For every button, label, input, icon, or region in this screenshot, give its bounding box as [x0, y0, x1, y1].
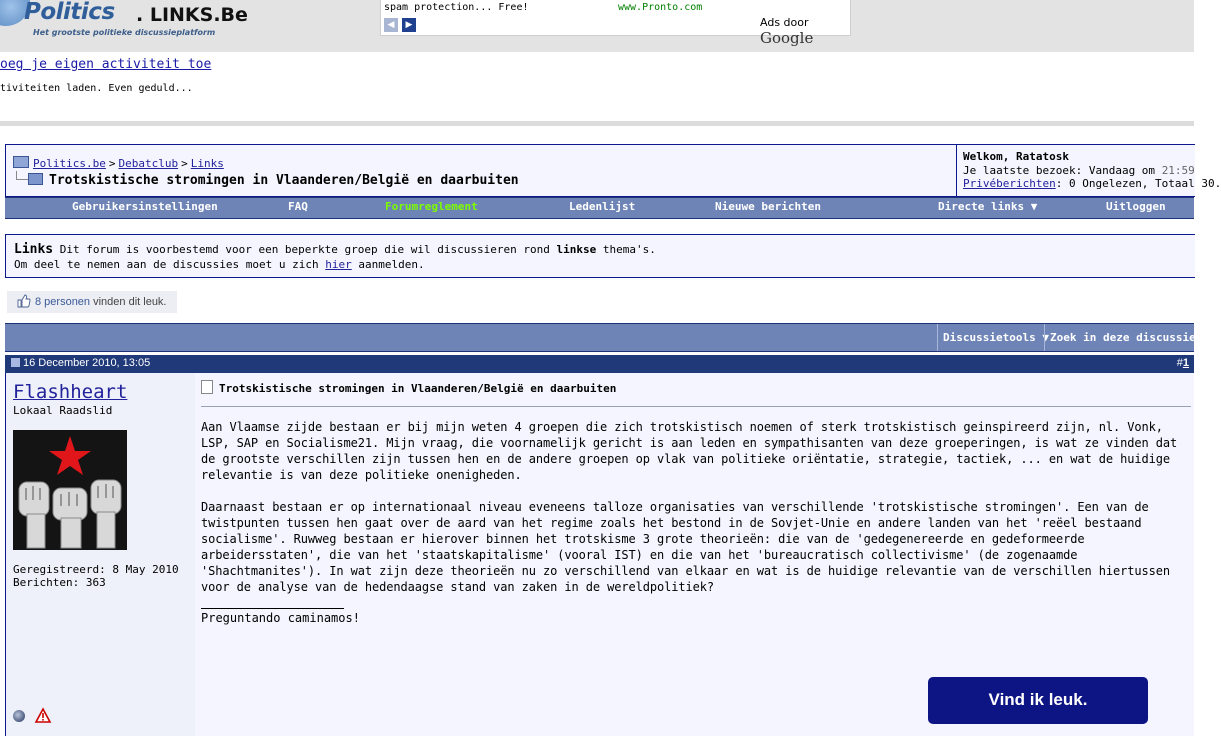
post-number-link[interactable]: 1	[1182, 357, 1189, 369]
forum-description-bold: linkse	[556, 243, 597, 256]
ad-url[interactable]: www.Pronto.com	[618, 2, 703, 13]
like-count-suffix: vinden dit leuk.	[93, 296, 167, 308]
ads-by-google[interactable]	[760, 16, 850, 47]
thread-tools-label: Discussietools	[943, 331, 1036, 344]
post-message	[201, 419, 1186, 611]
logo-tagline: Het grootste politieke discussieplatform	[33, 28, 216, 37]
ad-text[interactable]: spam protection... Free!	[384, 2, 529, 13]
menu-logout[interactable]: Uitloggen	[1106, 200, 1166, 213]
tree-connector-icon	[16, 171, 28, 180]
like-button[interactable]: Vind ik leuk.	[928, 677, 1148, 724]
post-title-divider	[201, 406, 1191, 407]
author-title: Lokaal Raadslid	[13, 404, 113, 417]
welcome-box	[956, 144, 1221, 197]
add-activity-link[interactable]: oeg je eigen activiteit toe	[0, 57, 212, 72]
post-author-column	[5, 373, 196, 736]
private-messages	[963, 177, 1221, 190]
forum-description-box	[5, 234, 1195, 278]
post-title	[201, 380, 616, 395]
author-registered: Geregistreerd: 8 May 2010	[13, 563, 179, 576]
post-number	[1177, 357, 1189, 369]
top-banner	[0, 0, 1194, 52]
menu-user-settings[interactable]: Gebruikersinstellingen	[72, 200, 218, 213]
menu-forum-rules[interactable]: Forumreglement	[385, 200, 478, 213]
ad-banner[interactable]	[380, 0, 851, 47]
private-messages-link[interactable]: Privéberichten	[963, 177, 1056, 190]
activity-loading-text: tiviteiten laden. Even geduld...	[0, 83, 193, 94]
breadcrumb-box	[5, 144, 957, 197]
chevron-down-icon: ▼	[1042, 331, 1049, 344]
google-wordmark: Google	[760, 29, 814, 47]
forum-description-text: Dit forum is voorbestemd voor een beperkte groep die wil discussieren rond	[59, 243, 550, 256]
forum-name: Links	[14, 242, 54, 257]
breadcrumb-separator: >	[181, 157, 188, 170]
post-paragraph: Aan Vlaamse zijde bestaan er bij mijn weten 4 groepen die zich trotskistisch noemen of sterk trotskistisch geinspireerd zijn, nl. Vonk, LSP, SAP en Socialisme21. Mijn vraag, die voornamelijk gericht is aan leden en sympathisanten van deze groeperingen, is wat ze vinden dat de grootste verschillen zijn tussen hen en de andere groepen op vlak van politieke oriëntatie, strategie, tactiek, ... en wat de huidige relevantie is van deze politieke onenigheden.	[201, 420, 1178, 482]
last-visit-time: 21:59	[1161, 164, 1195, 177]
signature-divider	[201, 608, 344, 609]
avatar[interactable]	[13, 430, 127, 550]
like-count-people[interactable]: 8 personen	[35, 296, 91, 308]
forum-home-icon[interactable]	[13, 156, 29, 168]
online-status-icon	[13, 710, 25, 722]
like-count-box	[7, 291, 177, 313]
document-icon	[201, 380, 213, 394]
logo-main-text: Politics	[24, 0, 115, 25]
site-logo[interactable]	[0, 0, 250, 42]
ad-next-icon[interactable]: ▶	[402, 18, 416, 32]
last-visit-label: Je laatste bezoek: Vandaag om	[963, 164, 1156, 177]
report-icon[interactable]	[35, 708, 51, 723]
post-header	[5, 355, 1194, 373]
logo-suffix-text: . LINKS.Be	[136, 4, 248, 26]
post-date	[11, 357, 150, 369]
breadcrumb-links[interactable]: Links	[190, 157, 224, 170]
menu-member-list[interactable]: Ledenlijst	[569, 200, 636, 213]
join-text-end: aanmelden.	[358, 258, 425, 271]
breadcrumb	[13, 156, 224, 170]
menu-new-posts[interactable]: Nieuwe berichten	[715, 200, 821, 213]
main-menu	[5, 197, 1194, 219]
chevron-down-icon: ▼	[1202, 331, 1209, 344]
post-date-text: 16 December 2010, 13:05	[23, 357, 151, 369]
like-count-text	[35, 296, 167, 308]
breadcrumb-debatclub[interactable]: Debatclub	[118, 157, 179, 170]
menu-faq[interactable]: FAQ	[288, 200, 308, 213]
post-title-text: Trotskistische stromingen in Vlaanderen/België en daarbuiten	[219, 382, 617, 395]
last-visit	[963, 164, 1195, 177]
forum-description-end: thema's.	[602, 243, 656, 256]
post-paragraph: Daarnaast bestaan er op internationaal niveau eveneens talloze organisaties van verschillende 'trotskistische stromingen'. Een van de twistpunten tussen hen gaat over de aard van het regime zoals het bestond in de Sovjet-Unie en andere landen van het 'reëel bestaand socialisme'. Ruwweg bestaan er hierover binnen het trotskisme 3 grote theorieën: die van de 'gedegenereerde en gedeformeerde arbeidersstaten', die van het 'staatskapitalisme' (vooral IST) en die van het 'bureaucratisch collectivisme' (de zogenaamde 'Shachtmanites'). In wat zijn deze theorieën nu zo verschillend van elkaar en wat is de huidige relevantie van de verschillen hiertussen voor de analyse van de hedendaagse stand van zaken in de wereldpolitiek?	[201, 500, 1170, 594]
ad-prev-icon[interactable]: ◀	[384, 18, 398, 32]
post-status-icon	[11, 358, 20, 367]
search-thread-dropdown[interactable]	[1044, 324, 1209, 351]
breadcrumb-separator: >	[108, 157, 116, 170]
ads-by-label: Ads door	[760, 16, 809, 29]
private-messages-stats: : 0 Ongelezen, Totaal 30.	[1055, 177, 1221, 190]
menu-quick-links[interactable]	[938, 200, 1037, 213]
thread-tools-bar	[5, 323, 1209, 352]
signature: Preguntando caminamos!	[201, 611, 360, 625]
search-thread-label: Zoek in deze discussie	[1050, 331, 1196, 344]
thumbs-up-icon	[17, 295, 30, 307]
forum-description-line1	[14, 242, 656, 257]
divider	[0, 121, 1194, 126]
chevron-down-icon: ▼	[1030, 200, 1038, 213]
post-number-prefix: #	[1176, 357, 1183, 369]
thread-tools-dropdown[interactable]	[937, 324, 1049, 351]
thread-title-row	[13, 171, 519, 188]
author-post-count: Berichten: 363	[13, 576, 106, 589]
menu-quick-links-label: Directe links	[938, 200, 1025, 213]
thread-folder-icon	[28, 173, 43, 185]
forum-description-line2	[14, 258, 425, 271]
author-stats	[13, 563, 179, 589]
author-name-link[interactable]: Flashheart	[13, 381, 128, 403]
welcome-greeting: Welkom, Ratatosk	[963, 150, 1069, 163]
page-title: Trotskistische stromingen in Vlaanderen/België en daarbuiten	[49, 173, 519, 188]
breadcrumb-politics[interactable]: Politics.be	[33, 157, 106, 170]
join-text: Om deel te nemen aan de discussies moet u zich	[14, 258, 319, 271]
join-here-link[interactable]: hier	[325, 258, 352, 271]
